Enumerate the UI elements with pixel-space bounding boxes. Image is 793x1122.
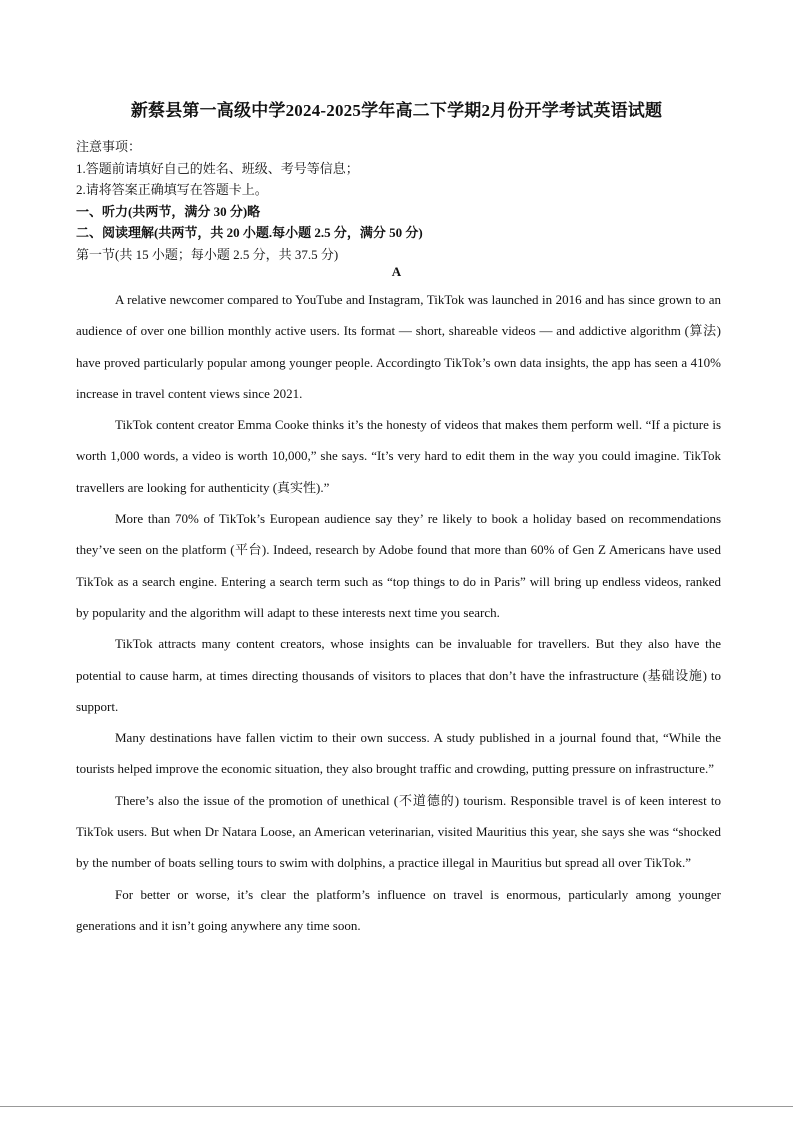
passage-paragraph: TikTok content creator Emma Cooke thinks it’s the honesty of videos that makes them perform well. “If a picture is worth 1,000 words, a video is worth 10,000,” she says. “It’s very hard to edit them in the way you could imagine. TikTok travellers are looking for authenticity (真实性).”	[76, 417, 721, 495]
page-footer-divider	[0, 1106, 793, 1107]
section-part-one: 第一节(共 15 小题；每小题 2.5 分，共 37.5 分)	[76, 246, 339, 262]
passage-label: A	[391, 264, 402, 279]
passage-paragraph: For better or worse, it’s clear the platform’s influence on travel is enormous, particularly among younger generations and it isn’t going anywhere any time soon.	[76, 886, 721, 933]
page-title: 新蔡县第一高级中学2024-2025学年高二下学期2月份开学考试英语试题	[130, 101, 663, 120]
notes-heading: 注意事项：	[76, 139, 142, 154]
notes-item-1: 1.答题前请填好自己的姓名、班级、考号等信息；	[76, 160, 359, 176]
passage-paragraph: A relative newcomer compared to YouTube and Instagram, TikTok was launched in 2016 and has since grown to an audience of over one billion monthly active users. Its format — short, shareable videos — and addictive algorithm (算法) have proved particularly popular among younger people. Accordingto TikTok’s own data insights, the app has seen a 410% increase in travel content views since 2021.	[76, 292, 721, 401]
passage-paragraph: More than 70% of TikTok’s European audience say they’ re likely to book a holiday based on recommendations they’ve seen on the platform (平台). Indeed, research by Adobe found that more than 60% of Gen Z Americans have used TikTok as a search engine. Entering a search term such as “top things to do in Paris” will bring up endless videos, ranked by popularity and the algorithm will adapt to these interests next time you search.	[76, 511, 721, 620]
exam-notes	[76, 136, 726, 265]
passage-paragraph: There’s also the issue of the promotion of unethical (不道德的) tourism. Responsible travel is of keen interest to TikTok users. But when Dr Natara Loose, an American veterinarian, visited Mauritius this year, she says she was “shocked by the number of boats selling tours to swim with dolphins, a practice illegal in Mauritius but spread all over TikTok.”	[76, 792, 721, 871]
reading-passage	[76, 284, 721, 941]
passage-paragraph: TikTok attracts many content creators, whose insights can be invaluable for travellers. But they also have the potential to cause harm, at times directing thousands of visitors to places that don’t have the infrastructure (基础设施) to support.	[76, 636, 721, 714]
passage-paragraph: Many destinations have fallen victim to their own success. A study published in a journal found that, “While the tourists helped improve the economic situation, they also brought traffic and crowding, putting pressure on infrastructure.”	[76, 730, 721, 777]
notes-item-2: 2.请将答案正确填写在答题卡上。	[76, 182, 268, 197]
section-reading: 二、阅读理解(共两节，共 20 小题.每小题 2.5 分，满分 50 分)	[76, 225, 423, 240]
section-listening: 一、听力(共两节，满分 30 分)略	[76, 203, 261, 219]
